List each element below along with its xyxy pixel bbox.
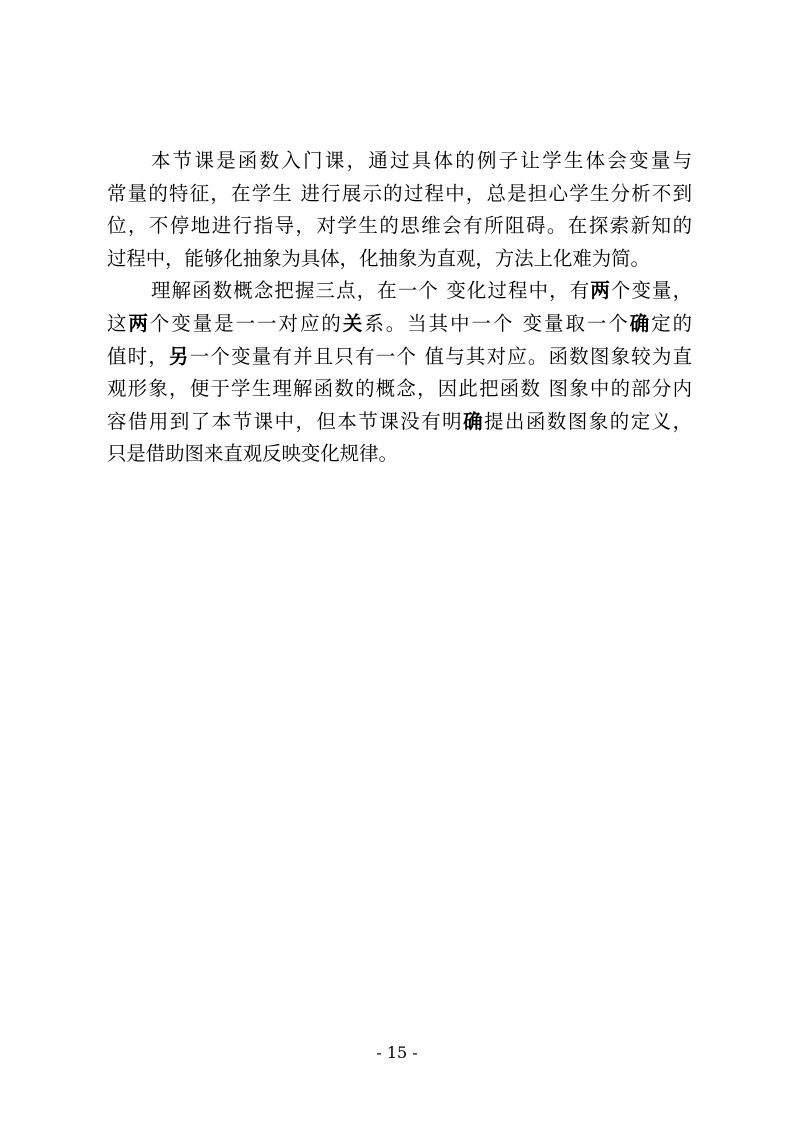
bold-text-run: 两 xyxy=(590,279,611,303)
text-run: 个变量， xyxy=(610,279,693,303)
text-run: 常量的特征，在学生 进行展示的过程中，总是担心学生分析不到 xyxy=(107,181,692,205)
body-text xyxy=(107,145,692,471)
text-run: 容借用到了本节课中，但本节课没有明 xyxy=(107,409,464,433)
paragraph-1-line-4 xyxy=(107,243,692,276)
paragraph-2-line-3 xyxy=(107,341,692,374)
paragraph-1-line-1 xyxy=(107,145,692,178)
text-run: 本节课是函数入门课，通过具体的例子让学生体会变量与 xyxy=(151,149,692,172)
bold-text-run: 确 xyxy=(629,311,652,335)
text-run: 只是借助图来直观反映变化规律。 xyxy=(107,442,398,466)
text-run: 个变量是一一对应的 xyxy=(149,311,343,335)
text-run: 观形象，便于学生理解函数的概念，因此把函数 图象中的部分内 xyxy=(107,377,692,401)
text-run: 一个变量有并且只有一个 值与其对应。函数图象较为直 xyxy=(189,344,693,368)
bold-text-run: 两 xyxy=(128,311,150,335)
text-run: 位，不停地进行指导，对学生的思维会有所阻碍。在探索新知的 xyxy=(107,214,692,238)
paragraph-2-line-2 xyxy=(107,308,692,341)
text-run: 提出函数图象的定义， xyxy=(484,409,693,433)
text-run: 系。当其中一个 变量取一个 xyxy=(364,311,630,335)
text-run: 定的 xyxy=(651,311,693,335)
bold-text-run: 确 xyxy=(463,409,485,433)
bold-text-run: 关 xyxy=(342,311,365,335)
paragraph-2-line-1 xyxy=(107,275,692,308)
text-run: 理解函数概念把握三点，在一个 变化过程中，有 xyxy=(151,279,591,303)
text-run: 过程中，能够化抽象为具体，化抽象为直观，方法上化难为简。 xyxy=(107,246,650,270)
text-run: 这 xyxy=(107,311,129,335)
page-number: - 15 - xyxy=(376,1043,418,1062)
paragraph-1-line-2 xyxy=(107,178,692,211)
text-run: 值时， xyxy=(107,344,170,368)
bold-text-run: 另 xyxy=(169,344,190,368)
paragraph-2-line-4 xyxy=(107,373,692,406)
paragraph-1-line-3 xyxy=(107,210,692,243)
paragraph-2-line-6 xyxy=(107,438,692,471)
paragraph-2-line-5 xyxy=(107,406,692,439)
